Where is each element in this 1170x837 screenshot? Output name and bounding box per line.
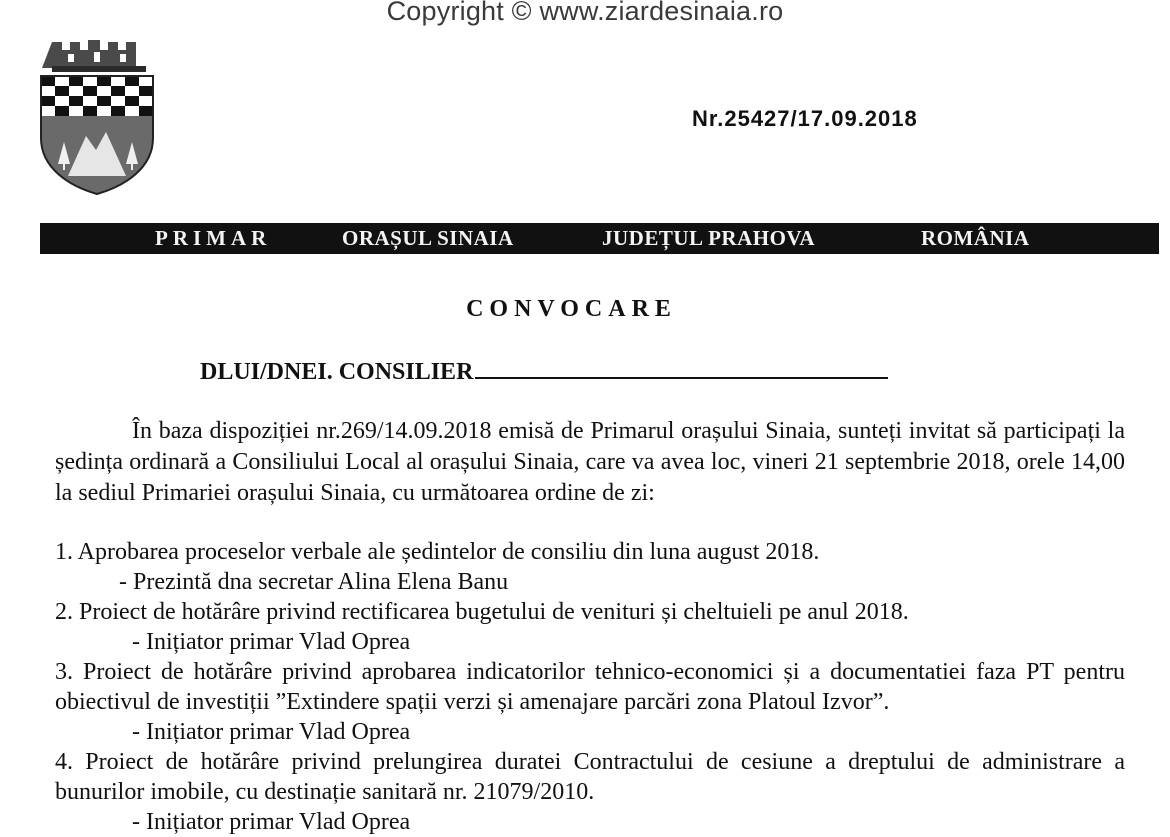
addressee-label: DLUI/DNEI. CONSILIER bbox=[200, 359, 474, 385]
agenda-item-1: 1. Aprobarea proceselor verbale ale ședintelor de consiliu din luna august 2018. bbox=[55, 539, 820, 565]
copyright-watermark: Copyright © www.ziardesinaia.ro bbox=[386, 0, 784, 26]
coat-of-arms-icon bbox=[38, 36, 156, 196]
addressee-blank bbox=[475, 357, 888, 379]
header-county: JUDEȚUL PRAHOVA bbox=[602, 226, 816, 250]
agenda-item-3: 3. Proiect de hotărâre privind aprobarea indicatorilor tehnico-economici și a documentatiei faza PT pentru obiectivul de investiții ”Extindere spații verzi și amenajare parcări zona Platoul Izvor”. bbox=[55, 659, 1125, 715]
header-country: ROMÂNIA bbox=[921, 226, 1030, 250]
header-band bbox=[40, 223, 1159, 254]
document-number: Nr.25427/17.09.2018 bbox=[692, 106, 918, 131]
agenda-item-4: 4. Proiect de hotărâre privind prelungirea duratei Contractului de cesiune a dreptului de administrare a bunurilor imobile, cu destinație sanitară nr. 21079/2010. bbox=[55, 749, 1125, 805]
agenda-presenter-3: - Inițiator primar Vlad Oprea bbox=[132, 719, 411, 745]
intro-paragraph: În baza dispoziției nr.269/14.09.2018 emisă de Primarul orașului Sinaia, sunteți invitat să participați la ședința ordinară a Consiliului Local al orașului Sinaia, care va avea loc, vineri 21 septembrie 2018, orele 14,00 la sediul Primariei orașului Sinaia, cu următoarea ordine de zi: bbox=[55, 418, 1125, 506]
agenda-presenter-1: - Prezintă dna secretar Alina Elena Banu bbox=[119, 569, 509, 595]
addressee-line bbox=[200, 357, 888, 386]
agenda-presenter-2: - Inițiator primar Vlad Oprea bbox=[132, 629, 411, 655]
agenda-item-2: 2. Proiect de hotărâre privind rectificarea bugetului de venituri și cheltuieli pe anul 2018. bbox=[55, 599, 909, 625]
document-title: CONVOCARE bbox=[466, 296, 677, 322]
header-town: ORAȘUL SINAIA bbox=[342, 226, 514, 250]
agenda-presenter-4: - Inițiator primar Vlad Oprea bbox=[132, 809, 411, 835]
agenda-list bbox=[55, 537, 1125, 837]
header-mayor: PRIMAR bbox=[155, 226, 272, 250]
